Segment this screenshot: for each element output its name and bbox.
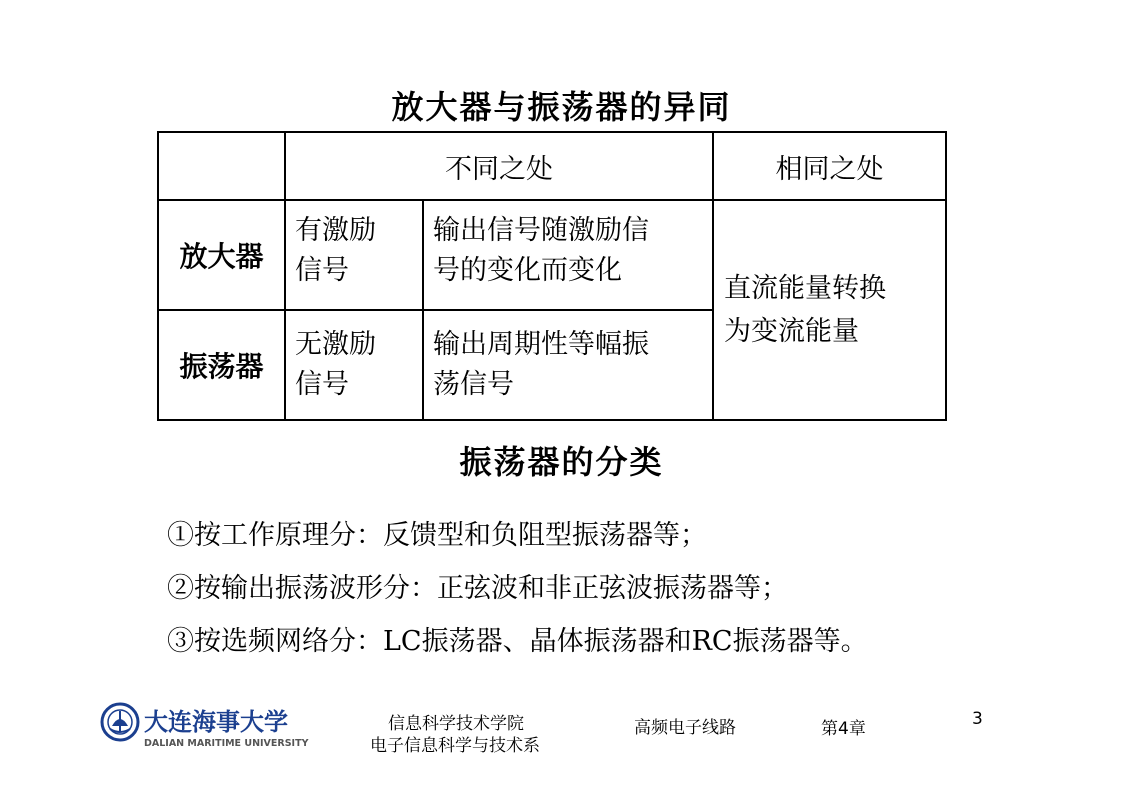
- logo-chinese-name: 大连海事大学: [144, 707, 288, 736]
- output-oscillator: [423, 310, 713, 420]
- classification-title: 振荡器的分类: [459, 443, 664, 481]
- table-row-amplifier: [158, 200, 946, 310]
- footer-school-line2: 电子信息科学与技术系: [370, 736, 540, 756]
- common-line2: 为变流能量: [724, 316, 859, 347]
- table-header-row: [158, 132, 946, 200]
- output-amplifier: [423, 200, 713, 310]
- classification-item-3: ③按选频网络分：LC振荡器、晶体振荡器和RC振荡器等。: [167, 626, 868, 657]
- output-oscillator-line1: 输出周期性等幅振: [433, 329, 649, 360]
- output-amplifier-line1: 输出信号随激励信: [433, 215, 649, 246]
- excitation-amplifier-line1: 有激励: [295, 215, 376, 246]
- comparison-table: [157, 131, 947, 421]
- row-name-amplifier: 放大器: [158, 200, 285, 310]
- excitation-oscillator-line1: 无激励: [295, 329, 376, 360]
- excitation-oscillator: [285, 310, 423, 420]
- excitation-amplifier: [285, 200, 423, 310]
- logo-english-name: DALIAN MARITIME UNIVERSITY: [144, 738, 309, 749]
- header-similarities: 相同之处: [713, 132, 946, 200]
- header-differences: 不同之处: [285, 132, 713, 200]
- excitation-oscillator-line2: 信号: [295, 369, 349, 400]
- excitation-amplifier-line2: 信号: [295, 255, 349, 286]
- classification-item-2: ②按输出振荡波形分：正弦波和非正弦波振荡器等；: [167, 573, 788, 604]
- common-line1: 直流能量转换: [724, 273, 886, 304]
- output-amplifier-line2: 号的变化而变化: [433, 255, 622, 286]
- classification-item-1: ①按工作原理分：反馈型和负阻型振荡器等；: [167, 520, 707, 551]
- footer-chapter: 第4章: [821, 719, 866, 739]
- common-cell: [713, 200, 946, 420]
- footer-school-line1: 信息科学技术学院: [388, 714, 524, 734]
- row-name-oscillator: 振荡器: [158, 310, 285, 420]
- footer-course: 高频电子线路: [634, 718, 736, 738]
- page-number: 3: [972, 709, 983, 729]
- university-logo: [100, 702, 310, 750]
- slide-title: 放大器与振荡器的异同: [391, 88, 732, 126]
- corner-cell: [158, 132, 285, 200]
- output-oscillator-line2: 荡信号: [433, 369, 514, 400]
- university-emblem-icon: [102, 704, 138, 740]
